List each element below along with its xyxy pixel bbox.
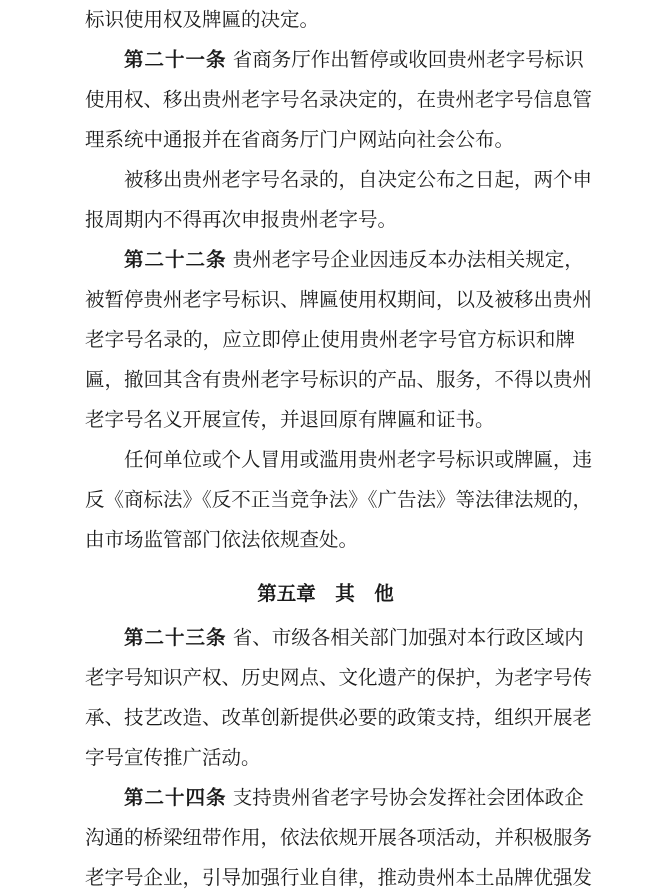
text-line	[124, 446, 593, 474]
text-line	[85, 824, 593, 852]
text-line	[85, 486, 593, 514]
article-first-line	[124, 46, 584, 74]
line-text: 由市场监管部门依法依规查处。	[85, 528, 359, 551]
text-line	[85, 704, 593, 732]
article-first-line	[124, 624, 584, 652]
text-line	[85, 6, 575, 34]
line-text: 老字号企业，引导加强行业自律，推动贵州本土品牌优强发	[85, 866, 593, 889]
chapter-heading: 第五章 其 他	[257, 582, 394, 605]
line-text: 老字号知识产权、历史网点、文化遗产的保护，为老字号传	[85, 666, 593, 689]
line-text: 沟通的桥梁纽带作用，依法依规开展各项活动，并积极服务	[85, 826, 593, 849]
line-text: 被暂停贵州老字号标识、牌匾使用权期间，以及被移出贵州	[85, 288, 593, 311]
article-number: 第二十一条	[124, 48, 227, 71]
line-text: 报周期内不得再次申报贵州老字号。	[85, 208, 398, 231]
text-line	[85, 86, 593, 114]
line-text: 承、技艺改造、改革创新提供必要的政策支持，组织开展老	[85, 706, 593, 729]
text-line	[85, 744, 575, 772]
article-number: 第二十四条	[124, 786, 227, 809]
text-line	[85, 286, 593, 314]
line-text: 支持贵州省老字号协会发挥社会团体政企	[226, 786, 584, 809]
article-first-line	[124, 246, 584, 274]
line-text: 反《商标法》《反不正当竞争法》《广告法》等法律法规的，	[85, 488, 593, 511]
line-text: 使用权、移出贵州老字号名录决定的，在贵州老字号信息管	[85, 88, 593, 111]
text-line	[85, 526, 575, 554]
line-text: 任何单位或个人冒用或滥用贵州老字号标识或牌匾，违	[124, 448, 593, 471]
line-text: 贵州老字号企业因违反本办法相关规定，	[226, 248, 584, 271]
article-first-line	[124, 784, 584, 812]
text-line	[85, 664, 593, 692]
line-text: 省、市级各相关部门加强对本行政区域内	[226, 626, 584, 649]
text-line	[124, 166, 593, 194]
text-line	[85, 206, 575, 234]
text-line	[85, 406, 575, 434]
text-line	[85, 864, 593, 892]
line-text: 理系统中通报并在省商务厅门户网站向社会公布。	[85, 128, 515, 151]
line-text: 标识使用权及牌匾的决定。	[85, 8, 320, 31]
text-line	[85, 366, 593, 394]
line-text: 省商务厅作出暂停或收回贵州老字号标识	[226, 48, 584, 71]
line-text: 被移出贵州老字号名录的，自决定公布之日起，两个申	[124, 168, 593, 191]
text-line	[85, 126, 575, 154]
article-number: 第二十二条	[124, 248, 227, 271]
line-text: 老字号名义开展宣传，并退回原有牌匾和证书。	[85, 408, 495, 431]
line-text: 字号宣传推广活动。	[85, 746, 261, 769]
line-text: 老字号名录的，应立即停止使用贵州老字号官方标识和牌	[85, 328, 575, 351]
article-number: 第二十三条	[124, 626, 227, 649]
text-line	[85, 326, 575, 354]
line-text: 匾，撤回其含有贵州老字号标识的产品、服务，不得以贵州	[85, 368, 593, 391]
